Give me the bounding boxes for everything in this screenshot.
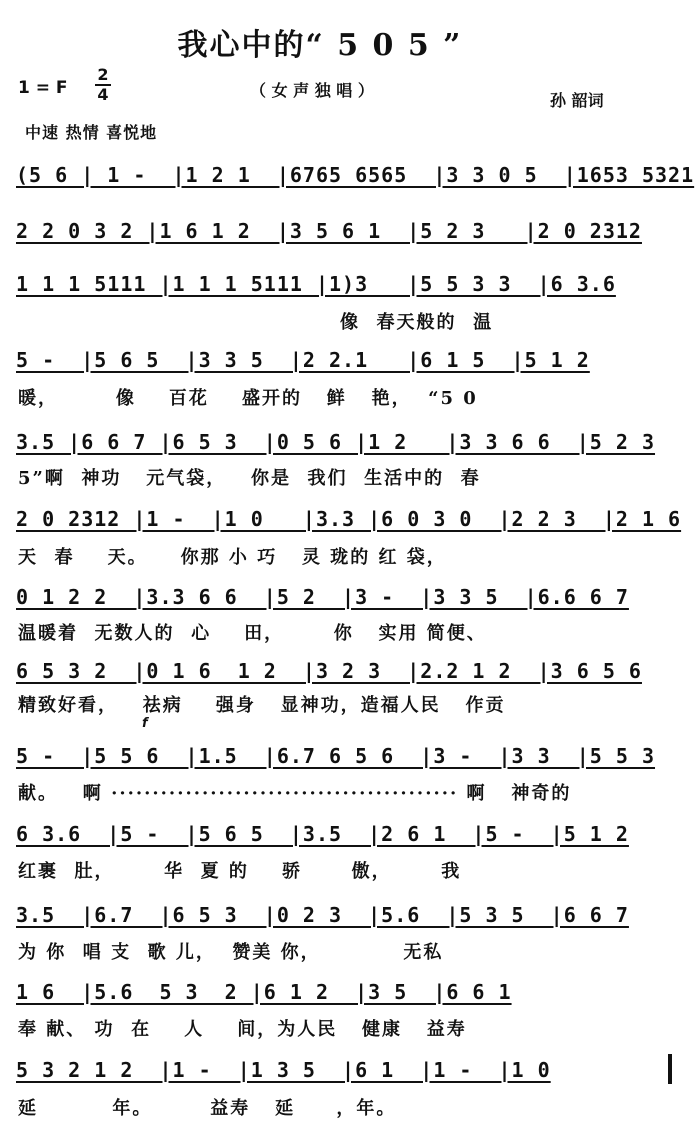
lyric-line-11: 延 年。 益寿 延 ，年。 xyxy=(18,1098,397,1119)
lyric-line-9: 为 你 唱 支 歌 儿， 赞美 你， 无私 xyxy=(18,942,444,963)
time-signature-bottom: 4 xyxy=(97,85,109,104)
notation-line-2: 2 2 0 3 2 |1 6 1 2 |3 5 6 1 |5 2 3 |2 0 2312 xyxy=(16,219,642,243)
notation-line-6: 2 0 2312 |1 - |1 0 |3.3 |6 0 3 0 |2 2 3 |2 1 6 xyxy=(16,507,682,531)
notation-line-9: 5 - |5 5 6 |1.5 |6.7 6 5 6 |3 - |3 3 |5 5 3 xyxy=(16,744,656,768)
key-signature: 1 = F xyxy=(18,78,68,98)
lyric-line-7: 献。 啊 ·········································· 啊 神奇的 xyxy=(18,783,572,804)
lyricist-credit: 孙 韶词 xyxy=(550,91,604,110)
lyric-line-6: 精致好看， 祛病 强身 显神功，造福人民 作贡 xyxy=(18,695,506,716)
time-signature xyxy=(95,66,111,104)
final-barline xyxy=(668,1054,672,1084)
performance-note: （ 女 声 独 唱 ） xyxy=(250,81,374,100)
notation-line-13: 5 3 2 1 2 |1 - |1 3 5 |6 1 |1 - |1 0 xyxy=(16,1058,662,1082)
lyric-line-2: 暖， 像 百花 盛开的 鲜 艳， “5 0 xyxy=(18,388,478,409)
lyric-line-5: 温暖着 无数人的 心 田， 你 实用 简便、 xyxy=(18,623,487,644)
lyric-line-1: 像 春天般的 温 xyxy=(340,312,494,333)
notation-line-1: (5 6 | 1 - |1 2 1 |6765 6565 |3 3 0 5 |1653 5321 xyxy=(16,163,695,187)
notation-line-7: 0 1 2 2 |3.3 6 6 |5 2 |3 - |3 3 5 |6.6 6 7 xyxy=(16,585,629,609)
notation-line-12: 1 6 |5.6 5 3 2 |6 1 2 |3 5 |6 6 1 xyxy=(16,980,512,1004)
notation-line-8: 6 5 3 2 |0 1 6 1 2 |3 2 3 |2.2 1 2 |3 6 5 6 xyxy=(16,659,642,683)
notation-line-3: 1 1 1 5111 |1 1 1 5111 |1)3 |5 5 3 3 |6 3.6 xyxy=(16,272,616,296)
tempo-marking: 中速 热情 喜悦地 xyxy=(25,123,158,142)
lyric-line-3: 5”啊 神功 元气袋， 你是 我们 生活中的 春 xyxy=(18,468,481,489)
lyric-line-8: 红裹 肚， 华 夏 的 骄 傲， 我 xyxy=(18,861,462,882)
time-signature-top: 2 xyxy=(97,65,109,84)
song-title: 我心中的“ 5 0 5 ” xyxy=(177,28,463,63)
dynamic-forte-mark: f xyxy=(142,716,148,731)
notation-line-10: 6 3.6 |5 - |5 6 5 |3.5 |2 6 1 |5 - |5 1 2 xyxy=(16,822,629,846)
notation-line-4: 5 - |5 6 5 |3 3 5 |2 2.1 |6 1 5 |5 1 2 xyxy=(16,348,590,372)
notation-line-11: 3.5 |6.7 |6 5 3 |0 2 3 |5.6 |5 3 5 |6 6 7 xyxy=(16,903,629,927)
lyric-line-10: 奉 献、 功 在 人 间，为人民 健康 益寿 xyxy=(18,1019,467,1040)
lyric-line-4: 天 春 天。 你那 小 巧 灵 珑的 红 袋， xyxy=(18,547,447,568)
notation-line-5: 3.5 |6 6 7 |6 5 3 |0 5 6 |1 2 |3 3 6 6 |5 2 3 xyxy=(16,430,656,454)
